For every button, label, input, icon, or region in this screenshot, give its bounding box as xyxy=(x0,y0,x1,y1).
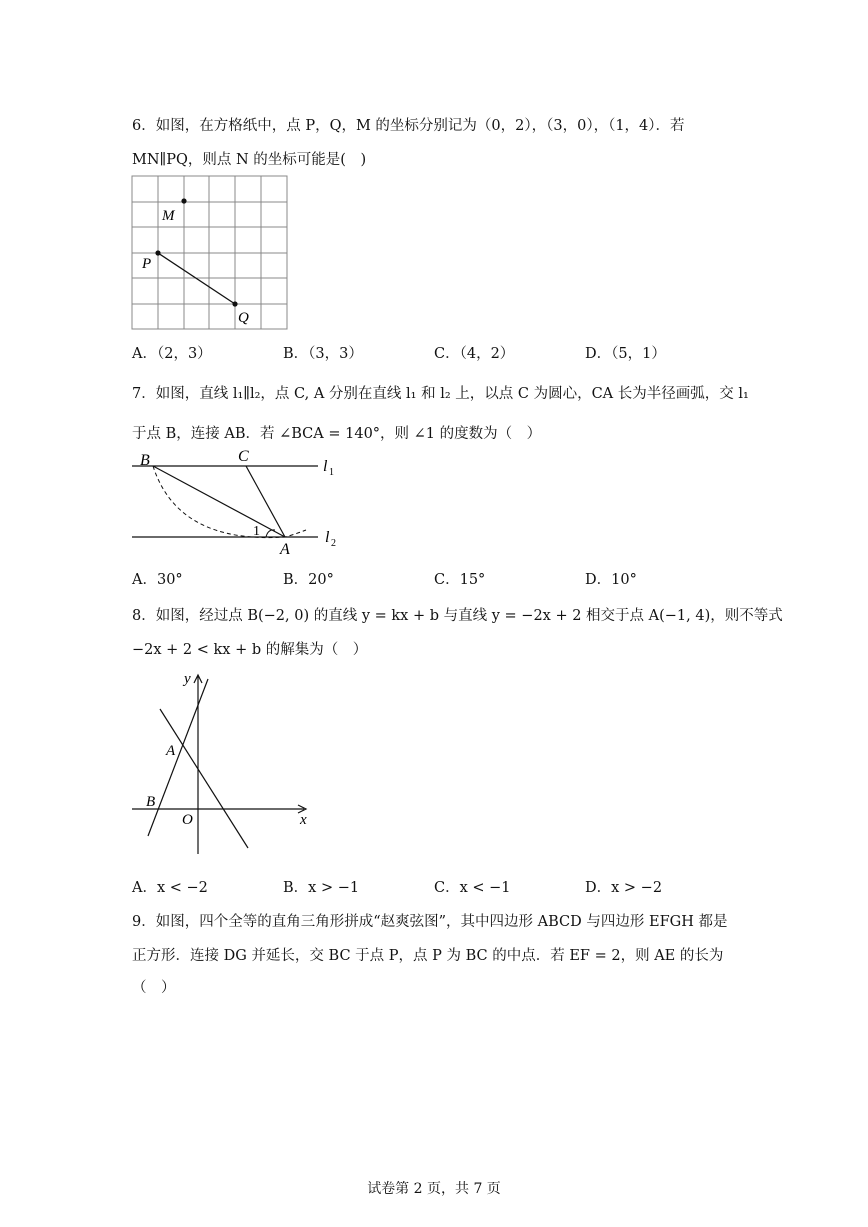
line-neg2x-plus-2 xyxy=(160,709,248,848)
q6-option-b: B．（3，3） xyxy=(283,346,363,362)
page-footer: 试卷第 2 页，共 7 页 xyxy=(367,1181,501,1197)
q8-option-c: C．x < −1 xyxy=(434,880,511,896)
label-l1: l xyxy=(323,458,328,475)
q7-option-c: C．15° xyxy=(434,572,486,588)
label-a: A xyxy=(166,743,176,759)
q7-option-a: A．30° xyxy=(132,572,183,588)
q6-text-line1: 6．如图，在方格纸中，点 P，Q，M 的坐标分别记为（0，2），（3，0），（1，4）．若 xyxy=(132,118,685,134)
label-m: M xyxy=(162,208,175,224)
q7-figure xyxy=(128,444,348,556)
q9-text-line3: （ ） xyxy=(132,980,176,996)
label-l2: l xyxy=(325,529,330,546)
q6-option-d: D．（5，1） xyxy=(585,346,666,362)
label-angle-1: 1 xyxy=(253,524,260,539)
q7-option-b: B．20° xyxy=(283,572,334,588)
q6-option-c: C．（4，2） xyxy=(434,346,515,362)
q8-coordinate-figure xyxy=(128,666,328,860)
q8-option-a: A．x < −2 xyxy=(132,880,208,896)
label-l2-sub: 2 xyxy=(331,538,336,549)
label-a: A xyxy=(280,541,290,556)
q6-text-line2: MN∥PQ，则点 N 的坐标可能是( ) xyxy=(132,152,367,168)
q9-text-line2: 正方形．连接 DG 并延长，交 BC 于点 P，点 P 为 BC 的中点．若 EF = 2，则 AE 的长为 xyxy=(132,948,724,964)
point-m xyxy=(181,198,186,203)
q6-option-a: A．（2，3） xyxy=(132,346,212,362)
point-p xyxy=(155,250,160,255)
label-q: Q xyxy=(238,310,249,326)
q8-option-d: D．x > −2 xyxy=(585,880,663,896)
q8-text-line1: 8．如图，经过点 B(−2, 0) 的直线 y = kx + b 与直线 y = −2x + 2 相交于点 A(−1, 4)，则不等式 xyxy=(132,608,783,624)
q8-text-line2: −2x + 2 < kx + b 的解集为（ ） xyxy=(132,642,368,658)
arc-dashed xyxy=(153,466,306,538)
label-b: B xyxy=(140,452,150,469)
label-b: B xyxy=(146,794,156,810)
q8-option-b: B．x > −1 xyxy=(283,880,360,896)
label-y: y xyxy=(184,671,191,687)
q7-text-line1: 7．如图，直线 l₁∥l₂，点 C, A 分别在直线 l₁ 和 l₂ 上，以点 C 为圆心，CA 长为半径画弧，交 l₁ xyxy=(132,386,749,402)
label-o: O xyxy=(182,812,193,828)
label-x: x xyxy=(300,812,307,828)
label-p: P xyxy=(142,256,152,272)
q6-grid-figure xyxy=(128,172,294,334)
grid-lines xyxy=(132,176,287,329)
q7-option-d: D．10° xyxy=(585,572,637,588)
label-l1-sub: 1 xyxy=(329,467,334,478)
q9-text-line1: 9．如图，四个全等的直角三角形拼成“赵爽弦图”，其中四边形 ABCD 与四边形 EFGH 都是 xyxy=(132,914,728,930)
line-kx-plus-b xyxy=(148,679,208,836)
q7-text-line2: 于点 B，连接 AB．若 ∠BCA = 140°，则 ∠1 的度数为（ ） xyxy=(132,426,542,442)
label-c: C xyxy=(238,448,249,465)
point-q xyxy=(232,301,237,306)
